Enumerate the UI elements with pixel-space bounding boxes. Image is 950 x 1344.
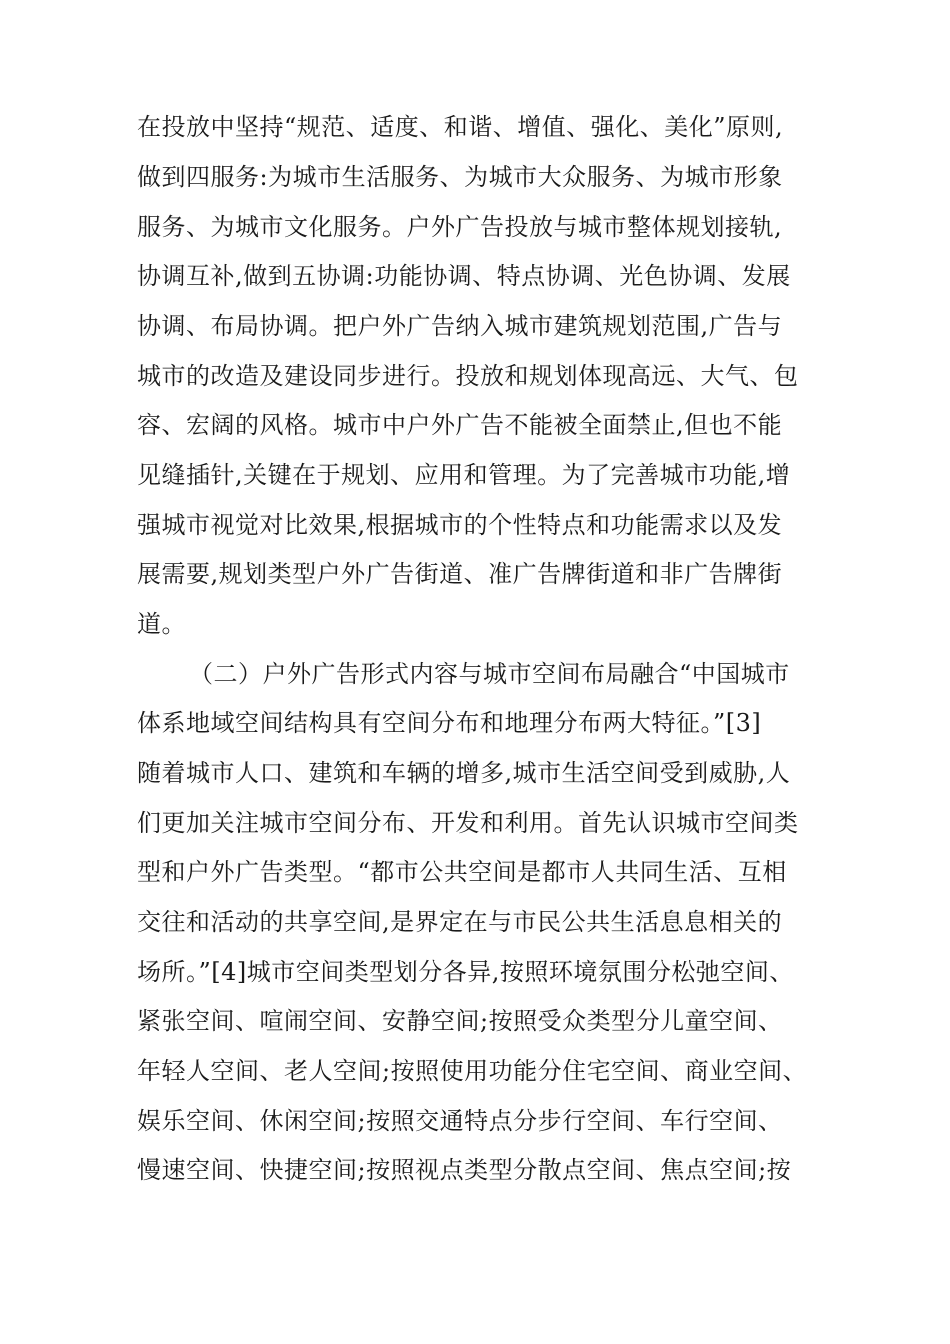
text-line: 在投放中坚持“规范、适度、和谐、增值、强化、美化”原则,	[137, 113, 784, 141]
text-line: 展需要,规划类型户外广告街道、准广告牌街道和非广告牌街	[137, 560, 783, 588]
text-line: 紧张空间、喧闹空间、安静空间;按照受众类型分儿童空间、	[137, 1007, 783, 1035]
text-line: 协调互补,做到五协调:功能协调、特点协调、光色协调、发展	[137, 262, 791, 290]
text-line: 城市的改造及建设同步进行。投放和规划体现高远、大气、包	[137, 362, 799, 390]
text-line: 年轻人空间、老人空间;按照使用功能分住宅空间、商业空间、	[137, 1057, 808, 1085]
text-line: 慢速空间、快捷空间;按照视点类型分散点空间、焦点空间;按	[137, 1156, 792, 1184]
text-line: 道。	[137, 610, 186, 638]
text-line: 强城市视觉对比效果,根据城市的个性特点和功能需求以及发	[137, 511, 783, 539]
text-line: 体系地域空间结构具有空间分布和地理分布两大特征。”[3]	[137, 709, 762, 737]
text-line: 见缝插针,关键在于规划、应用和管理。为了完善城市功能,增	[137, 461, 791, 489]
text-line: 协调、布局协调。把户外广告纳入城市建筑规划范围,广告与	[137, 312, 783, 340]
text-line: 交往和活动的共享空间,是界定在与市民公共生活息息相关的	[137, 908, 783, 936]
text-line: 随着城市人口、建筑和车辆的增多,城市生活空间受到威胁,人	[137, 759, 791, 787]
text-line: 做到四服务:为城市生活服务、为城市大众服务、为城市形象	[137, 163, 783, 191]
text-line: 型和户外广告类型。“都市公共空间是都市人共同生活、互相	[137, 858, 787, 886]
text-line: 场所。”[4]城市空间类型划分各异,按照环境氛围分松弛空间、	[137, 958, 794, 986]
text-line: 服务、为城市文化服务。户外广告投放与城市整体规划接轨,	[137, 213, 783, 241]
text-line: 娱乐空间、休闲空间;按照交通特点分步行空间、车行空间、	[137, 1107, 783, 1135]
section-heading-line: （二）户外广告形式内容与城市空间布局融合“中国城市	[189, 660, 790, 688]
text-line: 容、宏阔的风格。城市中户外广告不能被全面禁止,但也不能	[137, 411, 783, 439]
text-line: 们更加关注城市空间分布、开发和利用。首先认识城市空间类	[137, 809, 799, 837]
